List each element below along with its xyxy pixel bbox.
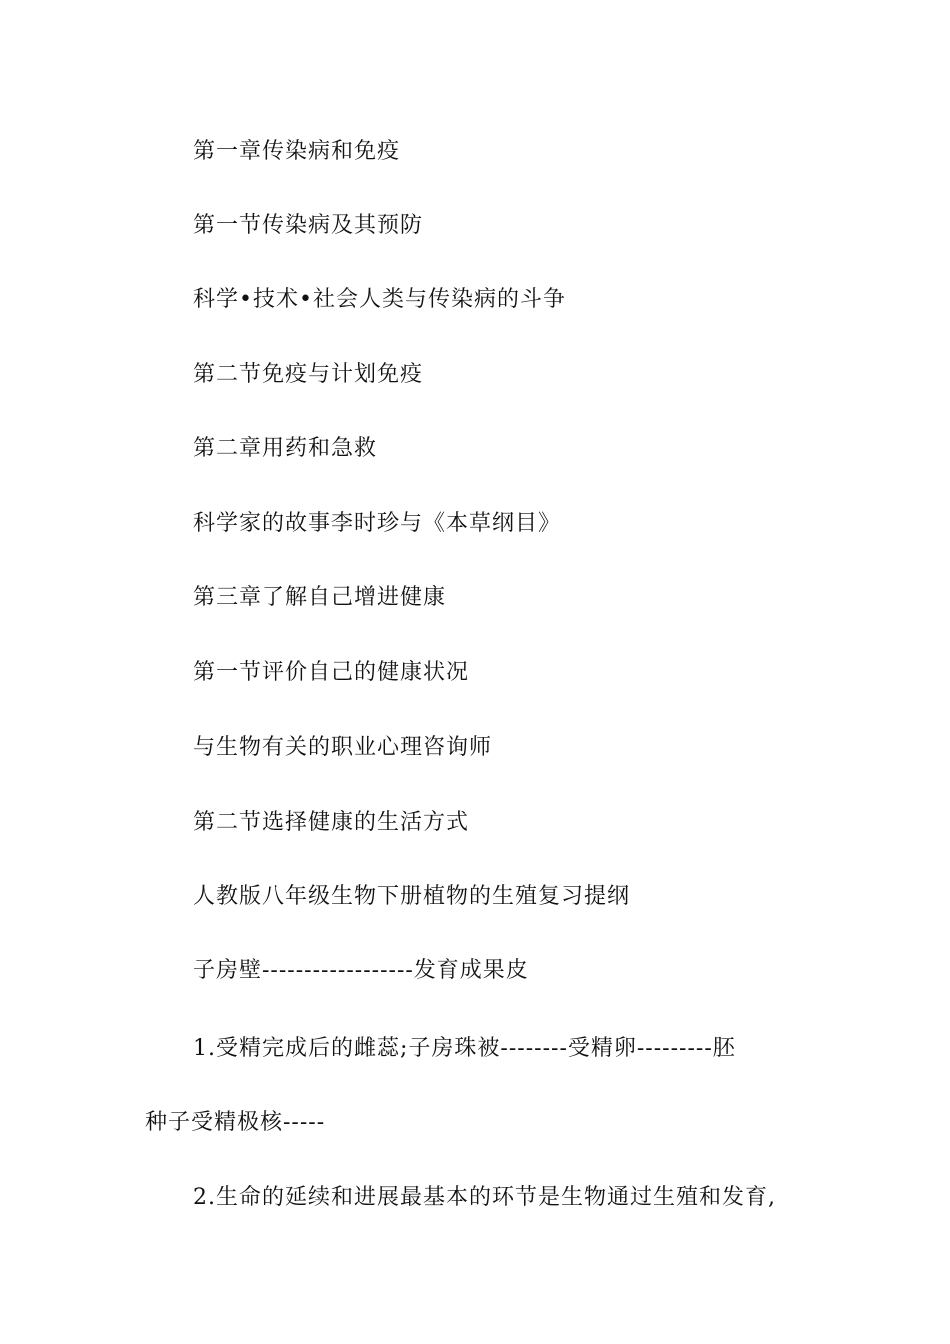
text-line-section-3-1: 第一节评价自己的健康状况 — [193, 660, 470, 685]
text-line-section-3-2: 第二节选择健康的生活方式 — [193, 810, 470, 835]
text-line-section-1-1: 第一节传染病及其预防 — [193, 213, 424, 238]
text-line-chapter-3: 第三章了解自己增进健康 — [193, 585, 447, 610]
text-line-ovary-wall: 子房壁------------------发育成果皮 — [193, 958, 529, 983]
text-line-career: 与生物有关的职业心理咨询师 — [193, 735, 493, 760]
text-line-outline-title: 人教版八年级生物下册植物的生殖复习提纲 — [193, 884, 631, 909]
text-line-item-1: 1.受精完成后的雌蕊;子房珠被--------受精卵---------胚 — [193, 1036, 736, 1061]
text-line-item-1-cont: 种子受精极核----- — [145, 1110, 326, 1135]
text-line-item-2: 2.生命的延续和进展最基本的环节是生物通过生殖和发育, — [193, 1185, 776, 1210]
text-line-chapter-2: 第二章用药和急救 — [193, 436, 378, 461]
text-line-chapter-1: 第一章传染病和免疫 — [193, 139, 401, 164]
text-line-scientist-story: 科学家的故事李时珍与《本草纲目》 — [193, 511, 562, 536]
text-line-section-1-2: 第二节免疫与计划免疫 — [193, 362, 424, 387]
text-line-sts: 科学•技术•社会人类与传染病的斗争 — [193, 287, 566, 312]
